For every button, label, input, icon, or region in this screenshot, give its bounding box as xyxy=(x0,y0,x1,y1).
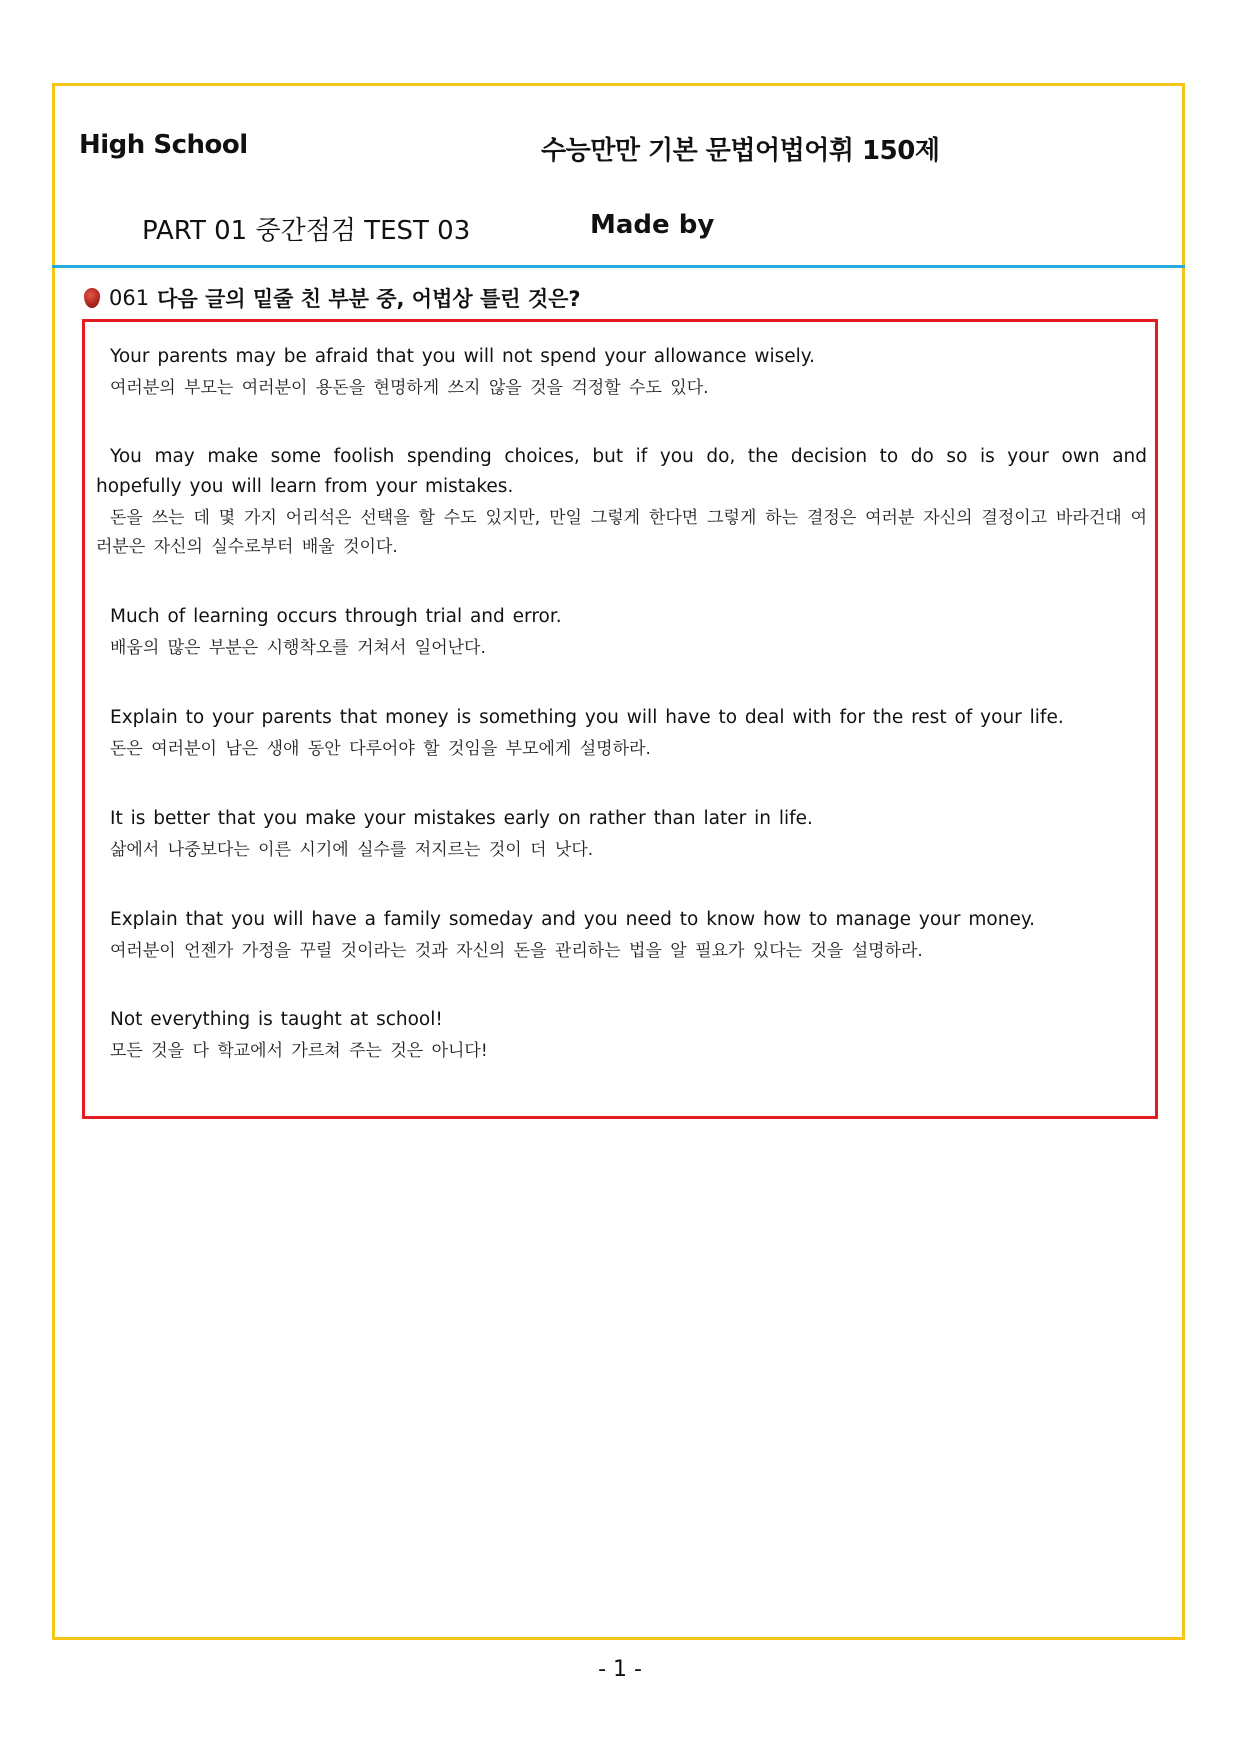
school-level-label: High School xyxy=(79,130,248,160)
passage-sentence-2 xyxy=(96,442,1147,562)
english-sentence: Not everything is taught at school! xyxy=(110,1009,443,1030)
korean-translation: 돈을 쓰는 데 몇 가지 어리석은 선택을 할 수도 있지만, 만일 그렇게 한다면 그렇게 하는 결정은 여러분 자신의 결정이고 바라건대 여러분은 자신의 실수로부터 배울 것이다. xyxy=(96,508,1147,557)
question-prompt: 다음 글의 밑줄 친 부분 중, 어법상 틀린 것은? xyxy=(157,287,581,311)
passage-sentence-3 xyxy=(96,602,1147,663)
english-sentence: Your parents may be afraid that you will not spend your allowance wisely. xyxy=(110,346,815,367)
passage-sentence-1 xyxy=(96,342,1147,403)
korean-translation: 삶에서 나중보다는 이른 시기에 실수를 저지르는 것이 더 낫다. xyxy=(110,840,594,860)
passage-sentence-6 xyxy=(96,905,1147,966)
header-divider xyxy=(52,265,1185,268)
test-title: PART 01 중간점검 TEST 03 xyxy=(142,216,471,246)
passage-sentence-4 xyxy=(96,703,1147,764)
korean-translation: 배움의 많은 부분은 시행착오를 거쳐서 일어난다. xyxy=(110,638,486,658)
made-by-label: Made by xyxy=(590,210,715,240)
page-number: - 1 - xyxy=(598,1657,642,1682)
passage-box xyxy=(82,319,1158,1119)
english-sentence: You may make some foolish spending choices, but if you do, the decision to do so is your own and hopefully you will learn from your mistakes. xyxy=(96,446,1147,497)
english-sentence: Explain that you will have a family someday and you need to know how to manage your money. xyxy=(110,909,1036,930)
question-heading xyxy=(84,283,581,313)
korean-translation: 돈은 여러분이 남은 생애 동안 다루어야 할 것임을 부모에게 설명하라. xyxy=(110,739,651,759)
passage-sentence-7 xyxy=(96,1005,1147,1066)
korean-translation: 여러분이 언젠가 가정을 꾸릴 것이라는 것과 자신의 돈을 관리하는 법을 알 필요가 있다는 것을 설명하라. xyxy=(110,941,923,961)
book-title: 수능만만 기본 문법어법어휘 150제 xyxy=(541,136,940,166)
english-sentence: It is better that you make your mistakes early on rather than later in life. xyxy=(110,808,813,829)
korean-translation: 모든 것을 다 학교에서 가르쳐 주는 것은 아니다! xyxy=(110,1041,488,1061)
korean-translation: 여러분의 부모는 여러분이 용돈을 현명하게 쓰지 않을 것을 걱정할 수도 있다. xyxy=(110,378,709,398)
english-sentence: Much of learning occurs through trial and error. xyxy=(110,606,562,627)
english-sentence: Explain to your parents that money is something you will have to deal with for the rest of your life. xyxy=(110,707,1064,728)
strawberry-icon xyxy=(84,288,100,308)
question-number: 061 xyxy=(109,286,150,310)
passage-sentence-5 xyxy=(96,804,1147,865)
